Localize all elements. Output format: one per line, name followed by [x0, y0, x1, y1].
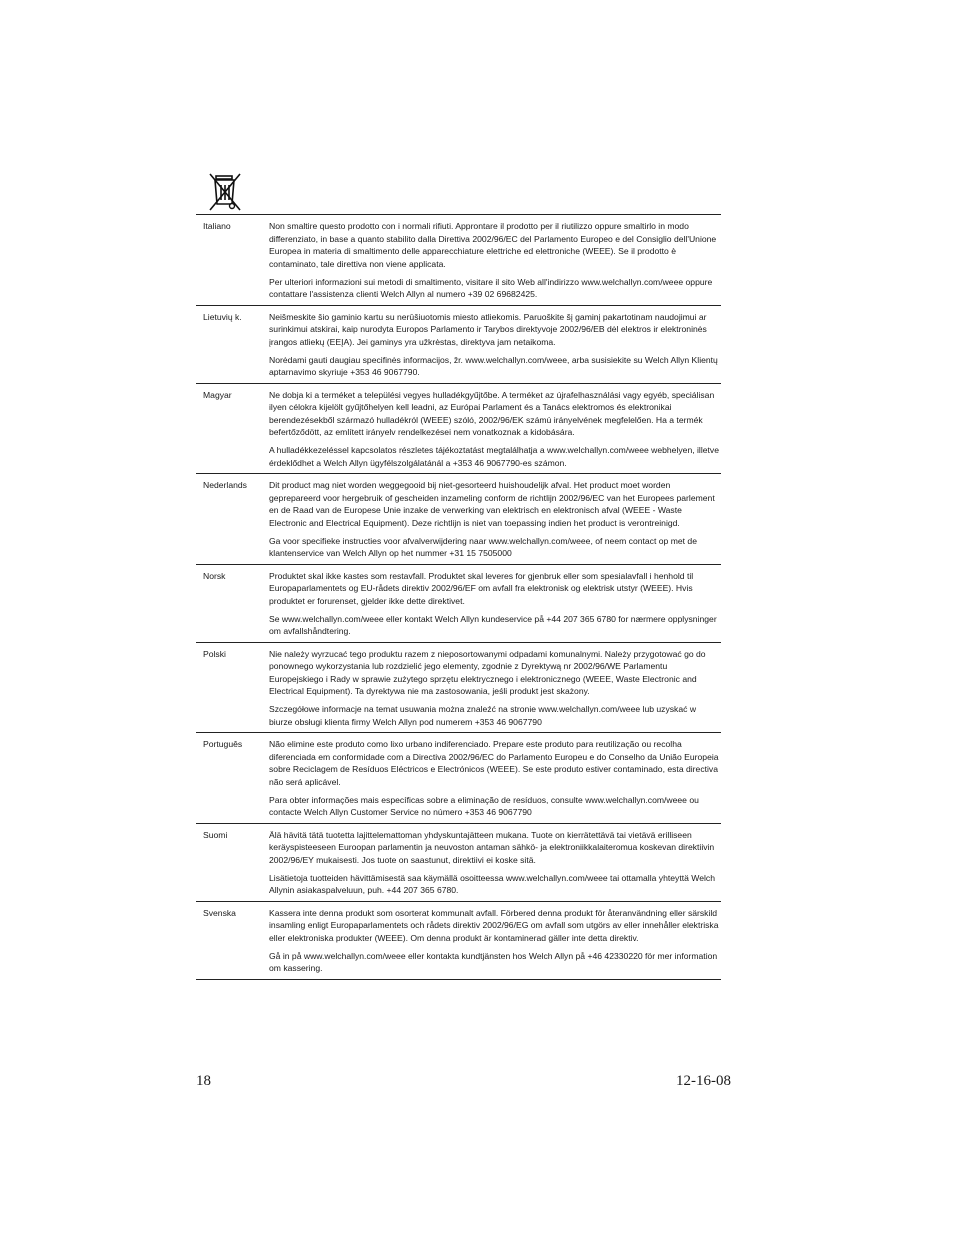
crossed-out-wheelie-bin-icon — [207, 171, 243, 213]
weee-disposal-table — [196, 214, 721, 980]
instruction-text — [269, 220, 721, 301]
table-row — [196, 384, 721, 475]
language-label: Lietuvių k. — [203, 311, 242, 322]
contact-paragraph: Per ulteriori informazioni sui metodi di smaltimento, visitare il sito Web all'indirizzo www.welchallyn.com/weee oppure contattare l'assistenza clienti Welch Allyn al numero +39 02 69682425. — [269, 276, 713, 299]
table-row — [196, 902, 721, 980]
footer-date: 12-16-08 — [676, 1073, 731, 1089]
contact-paragraph: A hulladékkezeléssel kapcsolatos részletes tájékoztatást megtalálhatja a www.welchallyn.com/weee webhelyen, illetve érdeklődhet a Welch Allyn ügyfélszolgálatánál a +353 46 9067790-es számon. — [269, 445, 719, 468]
language-label: Polski — [203, 648, 226, 659]
contact-paragraph: Gå in på www.welchallyn.com/weee eller kontakta kundtjänsten hos Welch Allyn på +46 42330220 för mer information om kassering. — [269, 950, 718, 973]
instruction-text — [269, 738, 721, 819]
page-number: 18 — [196, 1073, 211, 1089]
instruction-text — [269, 570, 721, 638]
disposal-paragraph: Nie należy wyrzucać tego produktu razem z nieposortowanymi odpadami komunalnymi. Należy przygotować go do ponownego wykorzystania lub rozdzielić jego elementy, zgodnie z Dyrektywą nr 2002/96/WE Parlamentu Europejskiego i Rady w sprawie zużytego sprzętu elektrycznego i elektronicznego (WEEE, Waste Electronic and Electrical Equipment). Ta dyrektywa nie ma zastosowania, jeśli produkt jest skażony. — [269, 648, 706, 696]
instruction-text — [269, 907, 721, 975]
instruction-text — [269, 829, 721, 897]
disposal-paragraph: Älä hävitä tätä tuotetta lajittelemattoman yhdyskuntajätteen mukana. Tuote on kierrätettävä tai vietävä erilliseen keräyspisteeseen Euroopan parlamentin ja neuvoston antaman sähkö- ja elektroniikkalaiteromua koskevan direktiivin 2002/96/EY mukaisesti. Jos tuote on saastunut, direktiivi ei koske sitä. — [269, 829, 715, 865]
instruction-text — [269, 479, 721, 560]
disposal-paragraph: Neišmeskite šio gaminio kartu su nerūšiuotomis miesto atliekomis. Paruoškite šį gaminį pakartotinam naudojimui ar surinkimui atskirai, kaip nurodyta Europos Parlamento ir Tarybos direktyvoje 2002/96/EB dėl elektros ir elektroninės įrangos atliekų (EEĮA). Jei gaminys yra užkrėstas, direktyva jam netaikoma. — [269, 311, 707, 347]
disposal-paragraph: Produktet skal ikke kastes som restavfall. Produktet skal leveres for gjenbruk eller som spesialavfall i henhold til Europaparlamentets og EU-rådets direktiv 2002/96/EF om avfall fra elektronisk og elektrisk utstyr (WEEE). Hvis produktet er forurenset, gjelder ikke dette direktivet. — [269, 570, 694, 606]
language-label: Nederlands — [203, 480, 247, 490]
language-label: Italiano — [203, 221, 231, 231]
table-row — [196, 733, 721, 824]
table-row — [196, 824, 721, 902]
instruction-text — [269, 389, 721, 470]
contact-paragraph: Lisätietoja tuotteiden hävittämisestä saa käymällä osoitteessa www.welchallyn.com/weee tai ottamalla yhteyttä Welch Allynin asiakaspalveluun, puh. +44 207 365 6780. — [269, 872, 715, 895]
instruction-text — [269, 648, 721, 729]
language-label: Suomi — [203, 829, 228, 840]
table-row — [196, 474, 721, 565]
disposal-paragraph: Kassera inte denna produkt som osorterat kommunalt avfall. Förbered denna produkt för återanvändning eller särskild insamling enligt Europaparlamentets och rådets direktiv 2002/96/EG om avfall som utgörs av eller innehåller elektriska eller elektroniska produkter (WEEE). Om denna produkt är kontaminerad gäller inte detta direktiv. — [269, 907, 719, 943]
table-row — [196, 306, 721, 384]
contact-paragraph: Szczegółowe informacje na temat usuwania można znaleźć na stronie www.welchallyn.com/weee lub uzyskać w biurze obsługi klienta firmy Welch Allyn pod numerem +353 46 9067790 — [269, 704, 697, 727]
language-label: Português — [203, 739, 243, 749]
contact-paragraph: Norėdami gauti daugiau specifinės informacijos, žr. www.welchallyn.com/weee, arba susisiekite su Welch Allyn Klientų aptarnavimo skyriuje +353 46 9067790. — [269, 354, 718, 377]
table-row — [196, 565, 721, 643]
disposal-paragraph: Dit product mag niet worden weggegooid bij niet-gesorteerd huishoudelijk afval. Het product moet worden geprepareerd voor hergebruik of gescheiden inzameling conform de richtlijn 2002/96/EC van het Europees parlement en de Raad van de Europese Unie inzake de verwerking van elektrisch en elektronisch afval (WEEE - Waste Electronic and Electrical Equipment). Deze richtlijn is niet van toepassing indien het product is verontreinigd. — [269, 480, 715, 528]
table-row — [196, 643, 721, 734]
language-label: Svenska — [203, 907, 236, 918]
contact-paragraph: Se www.welchallyn.com/weee eller kontakt Welch Allyn kundeservice på +44 207 365 6780 for nærmere opplysninger om avfallshåndtering. — [269, 613, 717, 636]
table-row — [196, 215, 721, 306]
disposal-paragraph: Non smaltire questo prodotto con i normali rifiuti. Approntare il prodotto per il riutilizzo oppure smaltirlo in modo differenziato, in base a quanto stabilito dalla Direttiva 2002/96/EC del Parlamento Europeo e del Consiglio dell'Unione Europea in materia di smaltimento delle apparecchiature elettriche ed elettroniche (WEEE). Se il prodotto è contaminato, tale direttiva non viene applicata. — [269, 221, 717, 269]
disposal-paragraph: Ne dobja ki a terméket a települési vegyes hulladékgyűjtőbe. A terméket az újrafelhasználási vagy egyéb, speciálisan ilyen célokra kijelölt gyűjtőhelyen kell leadni, az Európai Parlament és a Tanács elektromos és elektronikai berendezésekből származó hulladékról (WEEE) szóló, 2002/96/EK számú irányelvének megfelelően. Ha a termék befertőződött, az említett irányelv rendelkezései nem vonatkoznak a kidobására. — [269, 389, 715, 437]
contact-paragraph: Para obter informações mais específicas sobre a eliminação de resíduos, consulte www.welchallyn.com/weee ou contacte Welch Allyn Customer Service no número +353 46 9067790 — [269, 794, 699, 817]
disposal-paragraph: Não elimine este produto como lixo urbano indiferenciado. Prepare este produto para reutilização ou recolha diferenciada em conformidade com a Directiva 2002/96/EC do Parlamento Europeu e do Conselho da União Europeia sobre Reciclagem de Resíduos Eléctricos e Electrónicos (WEEE). Se este produto estiver contaminado, esta directiva não será aplicável. — [269, 739, 719, 787]
language-label: Magyar — [203, 389, 232, 400]
contact-paragraph: Ga voor specifieke instructies voor afvalverwijdering naar www.welchallyn.com/weee, of neem contact op met de klantenservice van Welch Allyn op het nummer +31 15 7505000 — [269, 535, 697, 558]
instruction-text — [269, 311, 721, 379]
language-label: Norsk — [203, 570, 226, 581]
